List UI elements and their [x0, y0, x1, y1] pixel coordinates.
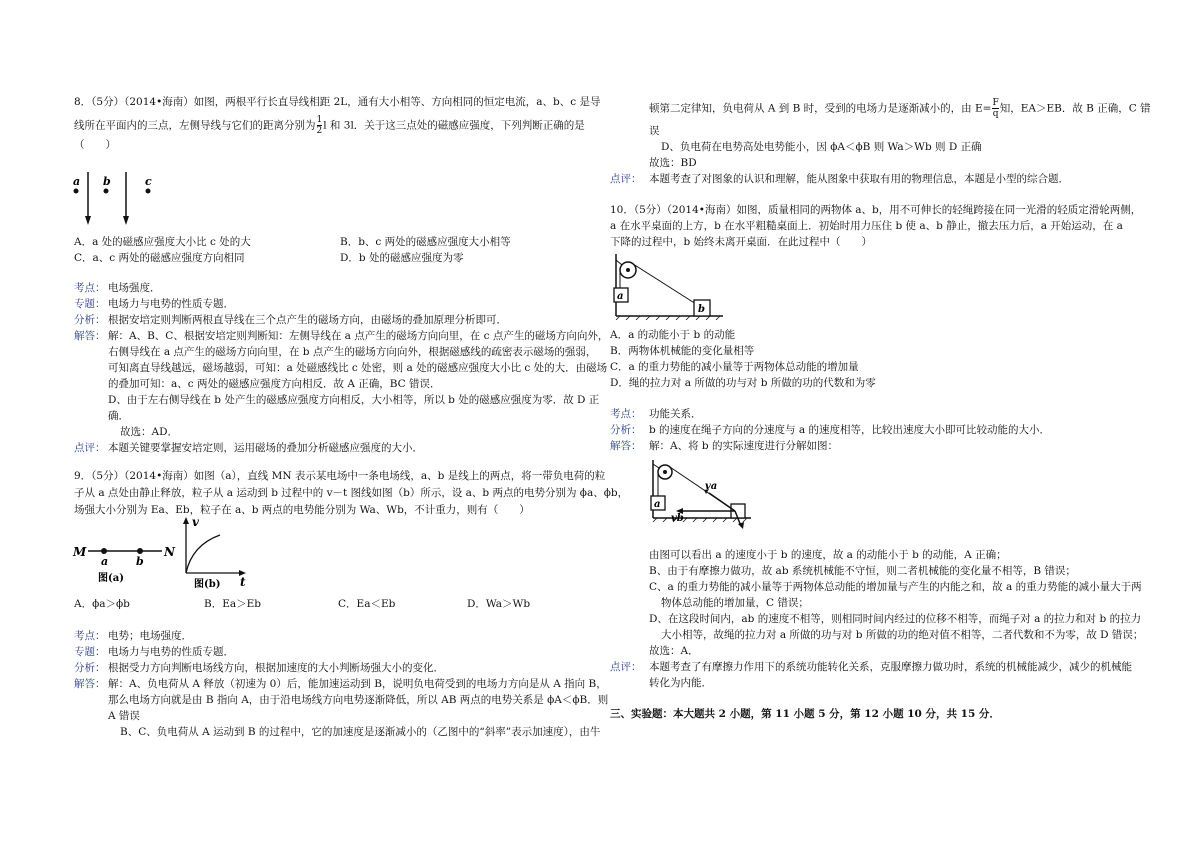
q8-dianping-label: 点评： [74, 442, 106, 454]
q8-stem-line1: 8．（5分）（2014•海南）如图，两根平行长直导线相距 2L，通有大小相等、方向相同的恒定电流，a、b、c 是导 [74, 96, 601, 108]
q9-caption-a: 图(a) [98, 573, 124, 584]
q8-label-c: c [145, 175, 152, 188]
q8-label-b: b [103, 175, 111, 188]
q10-figure [608, 250, 728, 320]
q8-fenxi-label: 分析： [74, 314, 106, 326]
q10-dianping-label: 点评： [610, 661, 642, 673]
q8-jieda-label: 解答： [74, 330, 106, 342]
q8-jieda-line4: 的叠加可知：a、c 两处的磁感应强度方向相反．故 A 正确，BC 错误． [108, 378, 441, 390]
q10-jieda-line5: D、在这段时间内，ab 的速度不相等，则相同时间内经过的位移不相等，而绳子对 a 的拉力和对 b 的拉力 [649, 613, 1142, 625]
q9-jieda-line8: 故选：BD [649, 157, 697, 169]
q10-vel-label-a: a [654, 499, 661, 510]
q9-figure [70, 515, 260, 590]
q8-left-wire-arrow [85, 216, 91, 225]
q9-dianping-label: 点评： [610, 173, 642, 185]
q10-fenxi: b 的速度在绳子方向的分速度与 a 的速度相等，比较出速度大小即可比较动能的大小． [649, 424, 1050, 436]
q9-label-N: N [164, 545, 175, 559]
q8-jieda-line5: D、由于左右侧导线在 b 处产生的磁感应强度方向相反，大小相等，所以 b 处的磁感应强度为零．故 D 正 [108, 394, 600, 406]
q10-jieda-label: 解答： [610, 440, 642, 452]
q10-va-arrow [709, 493, 735, 511]
q8-fraction [317, 115, 323, 136]
q9-jieda-line5 [649, 98, 1151, 119]
q10-label-vb: vb [671, 513, 684, 524]
q10-rope-b [630, 262, 696, 304]
q9-jieda-line6: 误 [649, 125, 660, 137]
q9-point-a [101, 548, 107, 554]
q9-kaodian: 电势；电场强度． [108, 630, 192, 642]
q9-frac-num: F [992, 98, 999, 108]
q10-stem-line1: 10．（5分）（2014•海南）如图，质量相同的两物体 a、b，用不可伸长的轻绳跨接在同一光滑的轻质定滑轮两侧， [610, 204, 1142, 216]
q8-jieda-line3: 可知离直导线越远，磁场越弱，可知：a 处磁感线比 c 处密，则 a 处的磁感应强度大小比 c 处的大．由磁场 [108, 362, 608, 374]
q9-jieda-line7: D、负电荷在电势高处电势能小，因 ϕA＜ϕB 则 Wa＞Wb 则 D 正确 [661, 141, 982, 153]
q9-zhuanti: 电场力与电势的性质专题． [108, 646, 234, 658]
q9-option-a: A．ϕa＞ϕb [74, 598, 130, 610]
q10-jieda-line6: 大小相等，故绳的拉力对 a 所做的功与对 b 所做的功的绝对值不相等，二者代数和不为零，故 D 错误； [661, 629, 1144, 641]
q8-option-a: A．a 处的磁感应强度大小比 c 处的大 [74, 236, 251, 248]
q9-zhuanti-label: 专题： [74, 646, 106, 658]
q8-option-d: D．b 处的磁感应强度为零 [340, 252, 464, 264]
q9-label-a: a [101, 555, 109, 568]
q8-option-c: C．a、c 两处的磁感应强度方向相同 [74, 252, 245, 264]
q10-jieda-line4: 物体总动能的增加量，C 错误； [661, 597, 809, 609]
q8-jieda-line1: 解：A、B、C、根据安培定则判断知：左侧导线在 a 点产生的磁场方向向里，在 c 点产生的磁场方向向外， [108, 330, 609, 342]
q8-stem-part1: 线所在平面内的三点，左侧导线与它们的距离分别为 [74, 119, 316, 132]
q10-stem-line2: a 在水平桌面的上方，b 在水平粗糙桌面上．初始时用力压住 b 使 a、b 静止，撤去压力后，a 开始运动，在 a [610, 220, 1123, 232]
q8-stem-line2 [74, 115, 585, 136]
q9-kaodian-label: 考点： [74, 630, 106, 642]
q9-jieda-line3: A 错误 [108, 710, 140, 722]
q10-option-c: C．a 的重力势能的减小量等于两物体总动能的增加量 [610, 361, 859, 373]
q8-frac-num: 1 [316, 115, 323, 125]
q10-option-d: D．绳的拉力对 a 所做的功与对 b 所做的功的代数和为零 [610, 377, 876, 389]
q9-option-c: C．Ea＜Eb [338, 598, 396, 610]
q9-stem-line1: 9．（5分）（2014•海南）如图（a），直线 MN 表示某电场中一条电场线，a、b 是线上的两点，将一带负电荷的粒 [74, 470, 606, 482]
q10-jieda-line0: 解：A、将 b 的实际速度进行分解如图： [649, 440, 838, 452]
q9-v-axis-arrow [183, 517, 189, 524]
q8-option-b: B．b、c 两处的磁感应强度大小相等 [340, 236, 511, 248]
q10-label-va: va [705, 481, 718, 492]
q9-frac-den: q [992, 109, 999, 119]
q10-dianping-line2: 转化为内能． [649, 677, 712, 689]
q8-zhuanti-label: 专题： [74, 298, 106, 310]
q10-option-a: A．a 的动能小于 b 的动能 [610, 329, 736, 341]
q9-fenxi-label: 分析： [74, 662, 106, 674]
q10-kaodian-label: 考点： [610, 408, 642, 420]
q10-jieda-line2: B、由于有摩擦力做功，故 ab 系统机械能不守恒，则二者机械能的变化量不相等，B 错误； [649, 565, 1076, 577]
q9-stem-line2: 子从 a 点处由静止释放，粒子从 a 运动到 b 过程中的 v－t 图线如图（b）所示，设 a、b 两点的电势分别为 ϕa、ϕb， [74, 487, 629, 499]
q8-jieda-line6: 确． [108, 410, 129, 422]
q8-frac-den: 2 [316, 126, 323, 136]
q9-label-t: t [240, 575, 246, 589]
q9-label-M: M [73, 545, 87, 559]
q8-stem-part2: l 和 3l．关于这三点处的磁感应强度，下列判断正确的是 [323, 119, 585, 132]
q9-point-b [137, 548, 143, 554]
q8-fenxi: 根据安培定则判断两根直导线在三个点产生的磁场方向，由磁场的叠加原理分析即可． [108, 314, 507, 326]
q9-label-b: b [136, 555, 144, 568]
q9-vt-curve [186, 535, 220, 573]
q10-stem-line3: 下降的过程中，b 始终未离开桌面．在此过程中（ ） [610, 236, 873, 248]
q9-jieda-label: 解答： [74, 678, 106, 690]
q9-jieda-line2: 那么电场方向就是由 B 指向 A，由于沿电场线方向电势逐渐降低，所以 AB 两点的电势关系是 ϕA＜ϕB．则 [108, 694, 609, 706]
q10-velocity-figure [647, 456, 757, 538]
q10-label-a: a [617, 291, 624, 302]
q8-figure [68, 170, 168, 230]
q9-jieda-line5-part1: 顿第二定律知，负电荷从 A 到 B 时，受到的电场力是逐渐减小的，由 E= [649, 102, 992, 115]
q9-label-v: v [192, 515, 199, 529]
q8-dianping: 本题关键要掌握安培定则，运用磁场的叠加分析磁感应强度的大小． [108, 442, 423, 454]
q8-point-c [146, 189, 151, 194]
q8-kaodian-label: 考点： [74, 282, 106, 294]
q8-label-a: a [73, 175, 81, 188]
section-3-heading: 三、实验题：本大题共 2 小题，第 11 小题 5 分，第 12 小题 10 分，共 15 分． [610, 708, 1000, 720]
q8-right-wire-arrow [123, 216, 129, 225]
q9-jieda-line4: B、C、负电荷从 A 运动到 B 的过程中，它的加速度是逐渐减小的（乙图中的“斜率”表示加速度），由牛 [120, 726, 601, 738]
q8-point-b [104, 189, 109, 194]
q10-dianping-line1: 本题考查了有摩擦力作用下的系统功能转化关系，克服摩擦力做功时，系统的机械能减少，减少的机械能 [649, 661, 1132, 673]
q9-caption-b: 图(b) [194, 579, 221, 590]
q8-kaodian: 电场强度． [108, 282, 161, 294]
q8-point-a [74, 189, 79, 194]
q9-jieda-line1: 解：A、负电荷从 A 释放（初速为 0）后，能加速运动到 B，说明负电荷受到的电场力方向是从 A 指向 B， [108, 678, 607, 690]
q8-jieda-line2: 右侧导线在 a 点产生的磁场方向向里，在 b 点产生的磁场方向向外，根据磁感线的疏密表示磁场的强弱， [108, 346, 597, 358]
q9-dianping: 本题考查了对图象的认识和理解，能从图象中获取有用的物理信息，本题是小型的综合题． [649, 173, 1069, 185]
q9-e-fraction [992, 98, 998, 119]
q10-option-b: B．两物体机械能的变化量相等 [610, 345, 755, 357]
q8-jieda-line7: 故选：AD． [120, 426, 179, 438]
q9-option-d: D．Wa＞Wb [467, 598, 531, 610]
q10-jieda-line7: 故选：A． [649, 645, 699, 657]
q10-fenxi-label: 分析： [610, 424, 642, 436]
q9-jieda-line5-part2: 知，EA＞EB．故 B 正确，C 错 [999, 102, 1151, 115]
q10-label-b: b [698, 304, 705, 315]
q9-stem-line3: 场强大小分别为 Ea、Eb，粒子在 a、b 两点的电势能分别为 Wa、Wb，不计重力，则有（ ） [74, 504, 530, 516]
q10-kaodian: 功能关系． [649, 408, 702, 420]
q10-jieda-line3: C、a 的重力势能的减小量等于两物体总动能的增加量与产生的内能之和，故 a 的重力势能的减小量大于两 [649, 581, 1142, 593]
q8-zhuanti: 电场力与电势的性质专题． [108, 298, 234, 310]
q9-fenxi: 根据受力方向判断电场线方向，根据加速度的大小判断场强大小的变化． [108, 662, 444, 674]
q10-jieda-line1: 由图可以看出 a 的速度小于 b 的速度，故 a 的动能小于 b 的动能，A 正确； [649, 549, 1007, 561]
q8-paren: （ ） [74, 139, 116, 151]
q9-option-b: B．Ea＞Eb [204, 598, 262, 610]
